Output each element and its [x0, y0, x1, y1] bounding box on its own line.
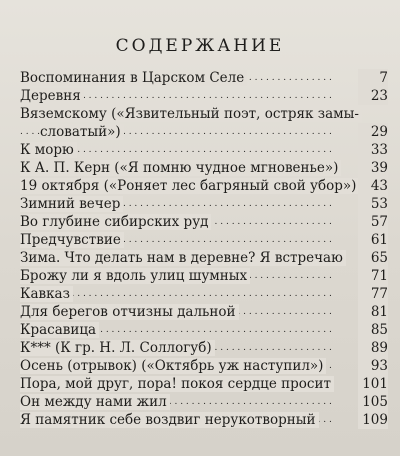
toc-entry-title: Предчувствие: [20, 232, 124, 248]
toc-page-number: 23: [358, 87, 388, 105]
toc-entry: [20, 321, 388, 339]
toc-page-number: 93: [358, 357, 388, 375]
toc-entry-line: [20, 357, 388, 375]
toc-entry-title: К А. П. Керн («Я помню чудное мгновенье»): [20, 160, 341, 176]
toc-entry-line: [20, 393, 388, 411]
toc-entry-line: [20, 195, 388, 213]
toc-entry: [20, 393, 388, 411]
toc-page-number: 71: [358, 267, 388, 285]
toc-page-number: 29: [358, 123, 388, 141]
toc-entry-line: [20, 213, 388, 231]
toc-entry-line: [20, 339, 388, 357]
toc-entry-title: К морю: [20, 142, 77, 158]
toc-page-number: 105: [358, 393, 388, 411]
toc-entry-line: [20, 231, 388, 249]
toc-entry-line: [20, 303, 388, 321]
toc-entry-title: 19 октября («Роняет лес багряный свой убор»): [20, 178, 359, 194]
toc-page-number: 109: [358, 411, 388, 429]
toc-entry-title: Зимний вечер: [20, 196, 123, 212]
toc-entry-title: Вяземскому («Язвительный поэт, остряк замы-: [20, 106, 362, 122]
toc-page-number: 81: [358, 303, 388, 321]
toc-entry: [20, 195, 388, 213]
toc-entry-title: Он между нами жил: [20, 394, 170, 410]
toc-entry-title: Я памятник себе воздвиг нерукотворный: [20, 412, 319, 428]
toc-entry-title: Красавица: [20, 322, 99, 338]
toc-page-number: 53: [358, 195, 388, 213]
toc-entry-line: [20, 177, 388, 195]
toc-entry-title: Зима. Что делать нам в деревне? Я встречаю: [20, 250, 346, 266]
toc-entry-line: [20, 249, 388, 267]
toc-entry: [20, 231, 388, 249]
toc-page-number: 39: [358, 159, 388, 177]
toc-entry-line: [20, 411, 388, 429]
toc-page-number: 57: [358, 213, 388, 231]
toc-page-number: 43: [358, 177, 388, 195]
toc-entry-line: [20, 123, 388, 141]
toc-entry: [20, 87, 388, 105]
toc-entry: [20, 267, 388, 285]
toc-entry-title: Для берегов отчизны дальной: [20, 304, 239, 320]
toc-entry-title: словатый»): [40, 124, 124, 140]
toc-entry-line: [20, 69, 388, 87]
toc-entry-title: Пора, мой друг, пора! покоя сердце просит: [20, 376, 334, 392]
page-title: СОДЕРЖАНИЕ: [115, 36, 285, 56]
toc-entry: [20, 357, 388, 375]
toc-entry-title: Брожу ли я вдоль улиц шумных: [20, 268, 250, 284]
toc-entry-line: [20, 87, 388, 105]
toc-entry: [20, 213, 388, 231]
toc-entry: [20, 375, 388, 393]
toc-entry-title: Воспоминания в Царском Селе: [20, 70, 247, 86]
toc-entry: [20, 339, 388, 357]
toc-entry-line: [20, 141, 388, 159]
toc-entry: [20, 177, 388, 195]
toc-entry-line: [20, 105, 388, 123]
toc-entry-line: [20, 267, 388, 285]
toc-page-number: 33: [358, 141, 388, 159]
toc-page-number: 89: [358, 339, 388, 357]
toc-page-number: 65: [358, 249, 388, 267]
toc-entry-line: [20, 159, 388, 177]
toc-entry: [20, 285, 388, 303]
toc-entry-title: Осень (отрывок) («Октябрь уж наступил»): [20, 358, 326, 374]
toc-entry-title: Деревня: [20, 88, 84, 104]
toc-page-number: 85: [358, 321, 388, 339]
toc-entry-line: [20, 321, 388, 339]
toc-page-number: 7: [358, 69, 388, 87]
toc-entry: [20, 105, 388, 141]
toc-page-number: 101: [358, 375, 388, 393]
toc-entry: [20, 69, 388, 87]
toc-page-number: 61: [358, 231, 388, 249]
table-of-contents: [20, 69, 388, 429]
toc-entry-line: [20, 285, 388, 303]
toc-entry: [20, 159, 388, 177]
toc-entry: [20, 141, 388, 159]
toc-entry: [20, 303, 388, 321]
toc-entry: [20, 249, 388, 267]
toc-entry-title: Кавказ: [20, 286, 73, 302]
toc-entry: [20, 411, 388, 429]
toc-entry-title: Во глубине сибирских руд: [20, 214, 211, 230]
toc-entry-line: [20, 375, 388, 393]
toc-page-number: 77: [358, 285, 388, 303]
toc-entry-title: К*** (К гр. Н. Л. Соллогуб): [20, 340, 215, 356]
